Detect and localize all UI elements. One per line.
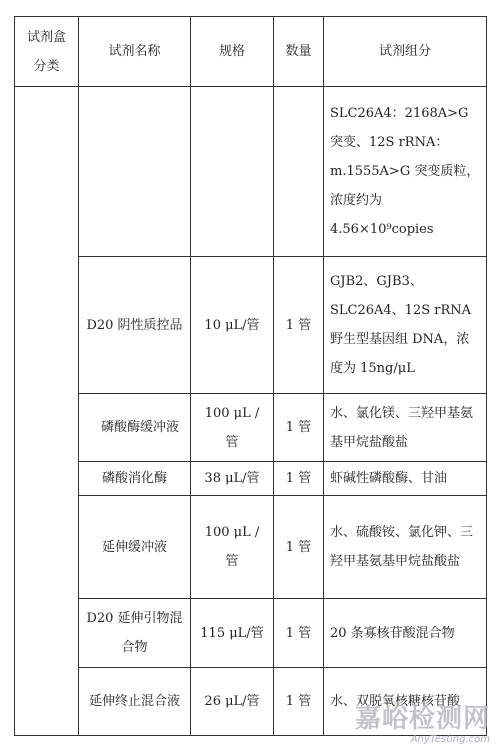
reagent-name-cell: 磷酸消化酶 (79, 462, 191, 496)
reagent-name-cell: D20 阴性质控品 (79, 257, 191, 394)
spec-cell (191, 87, 274, 257)
reagent-name-cell: 延伸缓冲液 (79, 496, 191, 599)
quantity-cell: 1 管 (274, 257, 324, 394)
header-reagent-name: 试剂名称 (79, 17, 191, 87)
spec-cell: 10 μL/管 (191, 257, 274, 394)
watermark-english-text: AnyTesting.com (410, 734, 490, 745)
components-cell: 水、氯化镁、三羟甲基氨基甲烷盐酸盐 (324, 394, 487, 462)
watermark-chinese-text: 嘉峪检测网 (354, 704, 490, 734)
spec-cell: 115 μL/管 (191, 599, 274, 668)
spec-cell: 26 μL/管 (191, 668, 274, 736)
spec-cell: 38 μL/管 (191, 462, 274, 496)
spec-cell: 100 μL / 管 (191, 496, 274, 599)
spec-cell: 100 μL / 管 (191, 394, 274, 462)
table-row (15, 394, 487, 462)
header-quantity: 数量 (274, 17, 324, 87)
table-row (15, 599, 487, 668)
table-row (15, 496, 487, 599)
table-row (15, 462, 487, 496)
table-row (15, 87, 487, 257)
quantity-cell: 1 管 (274, 599, 324, 668)
header-spec: 规格 (191, 17, 274, 87)
reagent-name-cell: 磷酸酶缓冲液 (79, 394, 191, 462)
kit-category-cell (15, 87, 79, 736)
components-cell: 20 条寡核苷酸混合物 (324, 599, 487, 668)
table-row (15, 668, 487, 736)
components-cell: SLC26A4：2168A>G 突变、12S rRNA：m.1555A>G 突变质粒，浓度约为 4.56×10⁹copies (324, 87, 487, 257)
header-kit-category: 试剂盒分类 (15, 17, 79, 87)
components-cell: 水、硫酸铵、氯化钾、三羟甲基氨基甲烷盐酸盐 (324, 496, 487, 599)
header-components: 试剂组分 (324, 17, 487, 87)
reagent-name-cell: 延伸终止混合液 (79, 668, 191, 736)
components-cell: GJB2、GJB3、SLC26A4、12S rRNA 野生型基因组 DNA，浓度为 15ng/μL (324, 257, 487, 394)
quantity-cell: 1 管 (274, 394, 324, 462)
quantity-cell: 1 管 (274, 496, 324, 599)
components-cell: 水、双脱氧核糖核苷酸 (324, 668, 487, 736)
components-cell: 虾碱性磷酸酶、甘油 (324, 462, 487, 496)
table-header-row (15, 17, 487, 87)
quantity-cell: 1 管 (274, 462, 324, 496)
quantity-cell (274, 87, 324, 257)
reagent-name-cell (79, 87, 191, 257)
reagent-name-cell: D20 延伸引物混合物 (79, 599, 191, 668)
reagent-table (14, 16, 487, 736)
quantity-cell: 1 管 (274, 668, 324, 736)
table-row (15, 257, 487, 394)
